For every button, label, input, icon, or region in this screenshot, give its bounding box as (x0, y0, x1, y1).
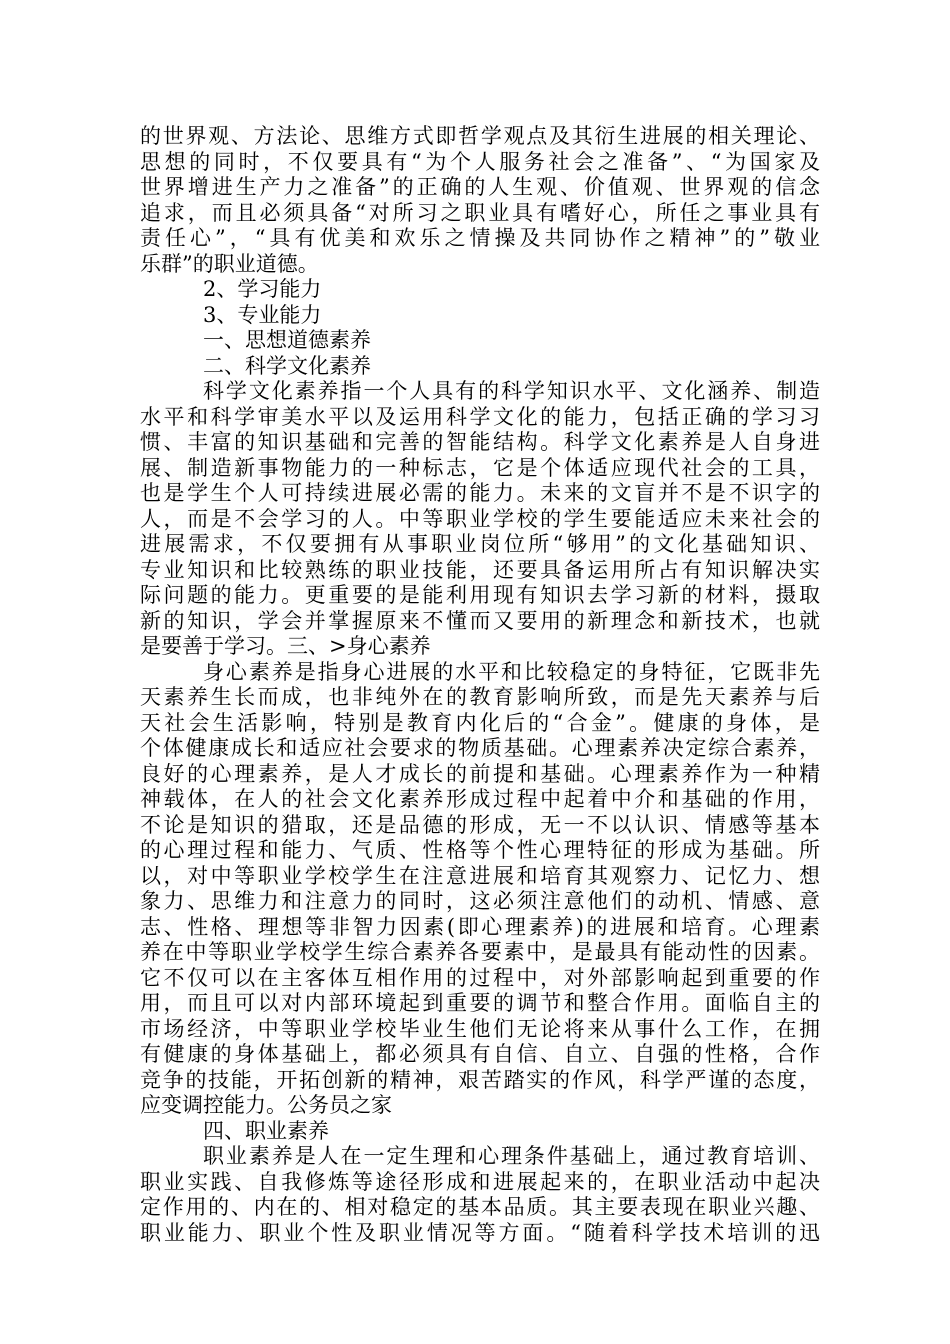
text-line: 人，而是不会学习的人。中等职业学校的学生要能适应未来社会的 (140, 506, 820, 531)
text-line: 新的知识，学会并掌握原来不懂而又要用的新理念和新技术，也就 (140, 608, 820, 633)
text-line: 市场经济，中等职业学校毕业生他们无论将来从事什么工作，在拥 (140, 1016, 820, 1041)
text-line: 天社会生活影响，特别是教育内化后的“合金”。健康的身体，是 (140, 710, 820, 735)
text-line: 进展需求，不仅要拥有从事职业岗位所“够用”的文化基础知识、 (140, 532, 820, 556)
document-body (140, 124, 820, 1246)
text-line: 职业素养是人在一定生理和心理条件基础上，通过教育培训、 (203, 1144, 820, 1168)
text-line: 思想的同时，不仅要具有“为个人服务社会之准备”、“为国家及 (140, 149, 820, 174)
text-line: 是要善于学习。三、>身心素养 (140, 634, 431, 658)
text-line: 天素养生长而成，也非纯外在的教育影响所致，而是先天素养与后 (140, 685, 820, 709)
text-line: 乐群”的职业道德。 (140, 251, 319, 276)
text-line: 以，对中等职业学校学生在注意进展和培育其观察力、记忆力、想 (140, 863, 820, 888)
text-line: 水平和科学审美水平以及运用科学文化的能力，包括正确的学习习 (140, 404, 820, 429)
text-line: 个体健康成长和适应社会要求的物质基础。心理素养决定综合素养， (140, 736, 820, 760)
text-line: 责任心”，“具有优美和欢乐之情操及共同协作之精神”的”敬业 (140, 226, 820, 250)
text-line: 惯、丰富的知识基础和完善的智能结构。科学文化素养是人自身进 (140, 430, 820, 454)
text-line: 一、思想道德素养 (203, 328, 371, 352)
text-line: 也是学生个人可持续进展必需的能力。未来的文盲并不是不识字的 (140, 481, 820, 505)
text-line: 应变调控能力。公务员之家 (140, 1093, 392, 1117)
text-line: 职业实践、自我修炼等途径形成和进展起来的，在职业活动中起决 (140, 1169, 820, 1194)
text-line: 竞争的技能，开拓创新的精神，艰苦踏实的作风，科学严谨的态度， (140, 1067, 820, 1092)
text-line: 志、性格、理想等非智力因素(即心理素养)的进展和培育。心理素 (140, 914, 820, 939)
text-line: 身心素养是指身心进展的水平和比较稳定的身特征，它既非先 (203, 659, 820, 684)
text-line: 展、制造新事物能力的一种标志，它是个体适应现代社会的工具， (140, 455, 820, 480)
text-line: 世界增进生产力之准备”的正确的人生观、价值观、世界观的信念 (140, 175, 820, 199)
text-line: 追求，而且必须具备“对所习之职业具有嗜好心，所任之事业具有 (140, 200, 820, 225)
text-line: 2、学习能力 (203, 277, 322, 301)
text-line: 二、科学文化素养 (203, 353, 371, 378)
text-line: 际问题的能力。更重要的是能利用现有知识去学习新的材料，摄取 (140, 583, 820, 607)
text-line: 专业知识和比较熟练的职业技能，还要具备运用所占有知识解决实 (140, 557, 820, 582)
text-line: 它不仅可以在主客体互相作用的过程中，对外部影响起到重要的作 (140, 965, 820, 990)
text-line: 用，而且可以对内部环境起到重要的调节和整合作用。面临自主的 (140, 991, 820, 1015)
text-line: 的心理过程和能力、气质、性格等个性心理特征的形成为基础。所 (140, 838, 820, 862)
text-line: 养在中等职业学校学生综合素养各要素中，是最具有能动性的因素。 (140, 940, 820, 964)
text-line: 象力、思维力和注意力的同时，这必须注意他们的动机、情感、意 (140, 889, 820, 913)
text-line: 科学文化素养指一个人具有的科学知识水平、文化涵养、制造 (203, 379, 820, 403)
text-line: 有健康的身体基础上，都必须具有自信、自立、自强的性格，合作 (140, 1042, 820, 1066)
text-line: 不论是知识的猎取，还是品德的形成，无一不以认识、情感等基本 (140, 812, 820, 837)
text-line: 职业能力、职业个性及职业情况等方面。“随着科学技术培训的迅 (140, 1220, 820, 1245)
text-line: 神载体，在人的社会文化素养形成过程中起着中介和基础的作用， (140, 787, 820, 811)
text-line: 3、专业能力 (203, 302, 322, 327)
text-line: 良好的心理素养，是人才成长的前提和基础。心理素养作为一种精 (140, 761, 820, 786)
text-line: 的世界观、方法论、思维方式即哲学观点及其衍生进展的相关理论、 (140, 124, 820, 148)
text-line: 四、职业素养 (203, 1118, 329, 1143)
text-line: 定作用的、内在的、相对稳定的基本品质。其主要表现在职业兴趣、 (140, 1195, 820, 1219)
